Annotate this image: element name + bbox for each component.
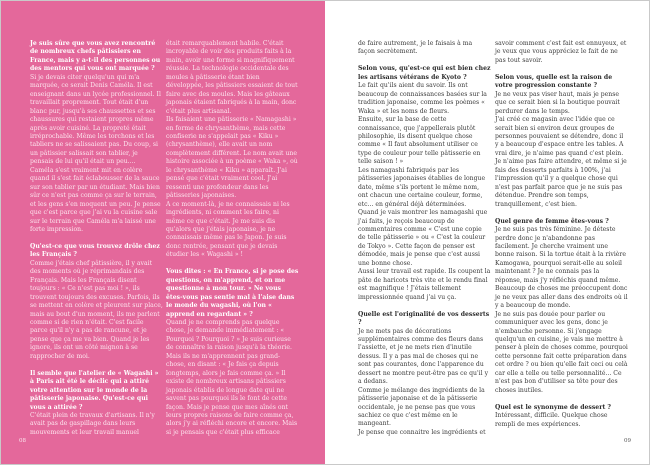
qa-block [495,74,628,209]
interview-answer: Je ne mets pas de décorations supplémentaires comme des fleurs dans l'assiette, et je ne mets rien d'inutile dessus. Il y a pas mal de choses qui ne sont pas courantes, donc l'apparence du dessert ne montre peut-être pas ce qu'il y a dedans. Comme je mélange des ingrédients de la pâtisserie japonaise et de la pâtisserie occidentale, je ne pense pas que vous sachiez ce que c'est même en le mangeant. Je pense que connaitre les ingrédients et [358,327,489,436]
interview-question: Vous dites : « En France, si je pose des questions, on m'apprend, et on me questionne à mon tour. » Ne vous êtes-vous pas sentie mal à l'aise dans le monde du wagashi, où l'on « apprend en regardant » ? [166,268,299,318]
qa-block [358,311,491,438]
interview-question: Il semble que l'atelier de « Wagashi » à Paris ait été le déclic qui a attiré votre attention sur le monde de la pâtisserie japonaise. Qu'est-ce qui vous a attirée ? [30,369,159,411]
interview-answer: Le fait qu'ils aient du savoir. Ils ont beaucoup de connaissances basées sur la tradition japonaise, comme les poèmes « Waka » et les noms de fleurs. Ensuite, sur la base de cette connaissance, que j'appellerais plutôt philosophie, ils disent quelque chose comme « Il faut absolument utiliser ce type de couleur pour telle pâtisserie en telle saison ! » Les namagashi fabriqués par les pâtisseries japonaises établies de longue date, même s'ils portent le même nom, ont chacun une certaine couleur, forme, etc... en général déjà déterminées. Quand je vais montrer les namagashi que j'ai faits, je reçois beaucoup de commentaires comme « C'est une copie de telle pâtisserie » ou « C'est la couleur de Tokyo ». Cette façon de penser est démodée, mais je pense que c'est aussi une bonne chose. Aussi leur travail est rapide. Ils coupent la pâte de haricots très vite et le rendu final est magnifique ! J'étais tellement impressionnée quand j'ai vu ça. [358,82,491,301]
left-page-column-2 [166,40,299,446]
qa-block [30,243,163,361]
qa-block [30,40,163,234]
page-number: 09 [624,438,631,444]
interview-answer: Intéressant, difficile. Quelque chose rempli de mes expériences. [495,412,608,428]
interview-question: Quel est le synonyme de dessert ? [495,403,612,411]
qa-block [30,370,163,438]
interview-question: Quel genre de femme êtes-vous ? [495,217,609,225]
qa-block [358,65,491,302]
interview-answer-continued: savoir comment c'est fait est ennuyeux, et je veux que vous appréciez le fait de ne pas tout savoir. [495,40,627,64]
interview-answer: C'était plein de travaux d'artisans. Il n'y avait pas de gaspillage dans leurs mouvements et leur travail manuel [30,412,155,436]
interview-question: Selon vous, quelle est la raison de votre progression constante ? [495,73,613,90]
interview-answer-continued: de faire autrement, je le faisais à ma façon secrètement. [358,40,473,56]
qa-block [166,40,299,260]
right-page-column-2 [495,40,628,437]
right-page [325,0,650,465]
interview-question: Qu'est-ce que vous trouvez drôle chez les Français ? [30,242,160,259]
interview-answer: Quand je ne comprends pas quelque chose, je demande immédiatement : « Pourquoi ? Pourquoi ? » Je suis curieuse de connaître la raison jusqu'à la théorie. Mais ils ne m'apprennent pas grand-chose, en disant : « Je fais ça depuis longtemps, alors je fais comme ça. » Il existe de nombreux artisans pâtissiers japonais établis de longue date qui ne savent pas pourquoi ils le font de cette façon. Mais je pense que mes aînés ont leurs propres raisons de faire comme ça, alors j'y ai réfléchi encore et encore. Mais si je pensais que c'était plus efficace [166,319,298,436]
interview-answer: Si je devais citer quelqu'un qui m'a marquée, ce serait Denis Caméla. Il est enseignant dans un lycée professionnel. Il travaillait proprement. Tout était d'un blanc pur, jusqu'à ses chaussettes et ses chaussures qui restaient propres même après avoir cuisiné. La propreté était irréprochable. Même les torchons et les tabliers ne se salissaient pas. Du coup, si un pâtissier salissait son tablier, je pensais de lui qu'il était un peu.... Caméla s'est vraiment mit en colère quand il s'est fait éclabousser de la sauce sur son tablier par un étudiant. Mais bien sûr ce n'est pas comme ça sur le terrain, et les gens s'en moquent un peu. Je pense que c'est parce que j'ai vu la cuisine sale sur le terrain que Caméla m'a laissé une forte impression. [30,73,161,233]
interview-question: Quelle est l'originalité de vos desserts ? [358,310,490,327]
page-number: 08 [19,438,26,444]
qa-block [495,218,628,396]
interview-answer: Je ne suis pas très féminine. Je déteste perdre donc je n'abandonne pas facilement. Je cherche vraiment une bonne raison. Si la tortue était à la rivière Kamogawa, pourquoi serait-elle au soleil maintenant ? Je ne connais pas la réponse, mais j'y réfléchis quand même. Beaucoup de choses me préoccupent donc je ne veux pas aller dans des endroits où il y a beaucoup de monde. Je ne suis pas douée pour parler ou communiquer avec les gens, donc je n'embauche personne. Si j'engage quelqu'un en cuisine, je vais me mettre à penser à plein de choses comme, pourquoi cette personne fait cette préparation dans cet ordre ? ou bien qu'elle fait ceci ou celà car elle a telle ou telle personnalité... Ce n'est pas bon d'utiliser sa tête pour des choses inutiles. [495,226,628,394]
interview-answer: Je ne veux pas viser haut, mais je pense que ce serait bien si la boutique pouvait perdurer dans le temps. J'ai créé ce magasin avec l'idée que ce serait bien si environ deux groupes de personnes pouvaient se détendre, donc il y a beaucoup d'espace entre les tables. A vrai dire, je n'aime pas quand c'est plein. Je n'aime pas faire attendre, et même si je fais des desserts parfaits à 100%, j'ai l'impression qu'il y a quelque chose qui n'est pas parfait parce que je ne suis pas détendue. Prendre son temps, tranquillement, c'est bien. [495,90,627,208]
interview-answer: Comme j'étais chef pâtissière, il y avait des moments où je réprimandais des Français. Mais les Français disent toujours : « Ce n'est pas moi ! », ils trouvent toujours des excuses. Parfois, ils se mettent en colère et pleurent sur place, mais au bout d'un moment, ils me parlent comme si de rien n'était. C'est facile parce qu'il n'y a pas de rancune, et je pense que ça me va bien. Quand je les ignore, ils ont un côté mignon à se rapprocher de moi. [30,259,163,360]
qa-block [495,404,628,429]
qa-block [166,268,299,437]
interview-question: Je suis sûre que vous avez rencontré de nombreux chefs pâtissiers en France, mais y a-t-il des personnes ou des mentors qui vous ont marquée ? [30,40,161,73]
qa-block [358,40,491,57]
left-page-column-1 [30,40,163,446]
interview-question: Selon vous, qu'est-ce qui est bien chez les artisans vétérans de Kyoto ? [358,65,491,81]
right-page-column-1 [358,40,491,446]
qa-block [495,40,628,65]
interview-answer-continued: était remarquablement habile. C'était incroyable de voir des produits faits à la main, avoir une forme si magnifiquement réussie. La technologie occidentale des moules à pâtisserie étant bien développée, les pâtissiers essaient de tout faire avec des moules. Mais les gâteaux japonais étaient fabriqués à la main, donc c'était plus artisanal. Ils faisaient une pâtisserie « Namagashi » en forme de chrysanthème, mais cette confiserie ne s'appelait pas « Kiku » (chrysanthème), elle avait un nom complètement différent. Le nom avait une histoire associée à un poème « Waka », où le chrysanthème « Kiku » apparaît. J'ai pensé que c'était vraiment cool. J'ai ressenti une profondeur dans les pâtisseries japonaises. A ce moment-là, je ne connaissais ni les ingrédients, ni comment les faire, ni même ce que c'était. Je me suis dis qu'alors que j'étais japonaise, je ne connaissais même pas le Japon. Je suis donc rentrée, pensant que je devais étudier les « Wagashi » ! [166,40,298,259]
